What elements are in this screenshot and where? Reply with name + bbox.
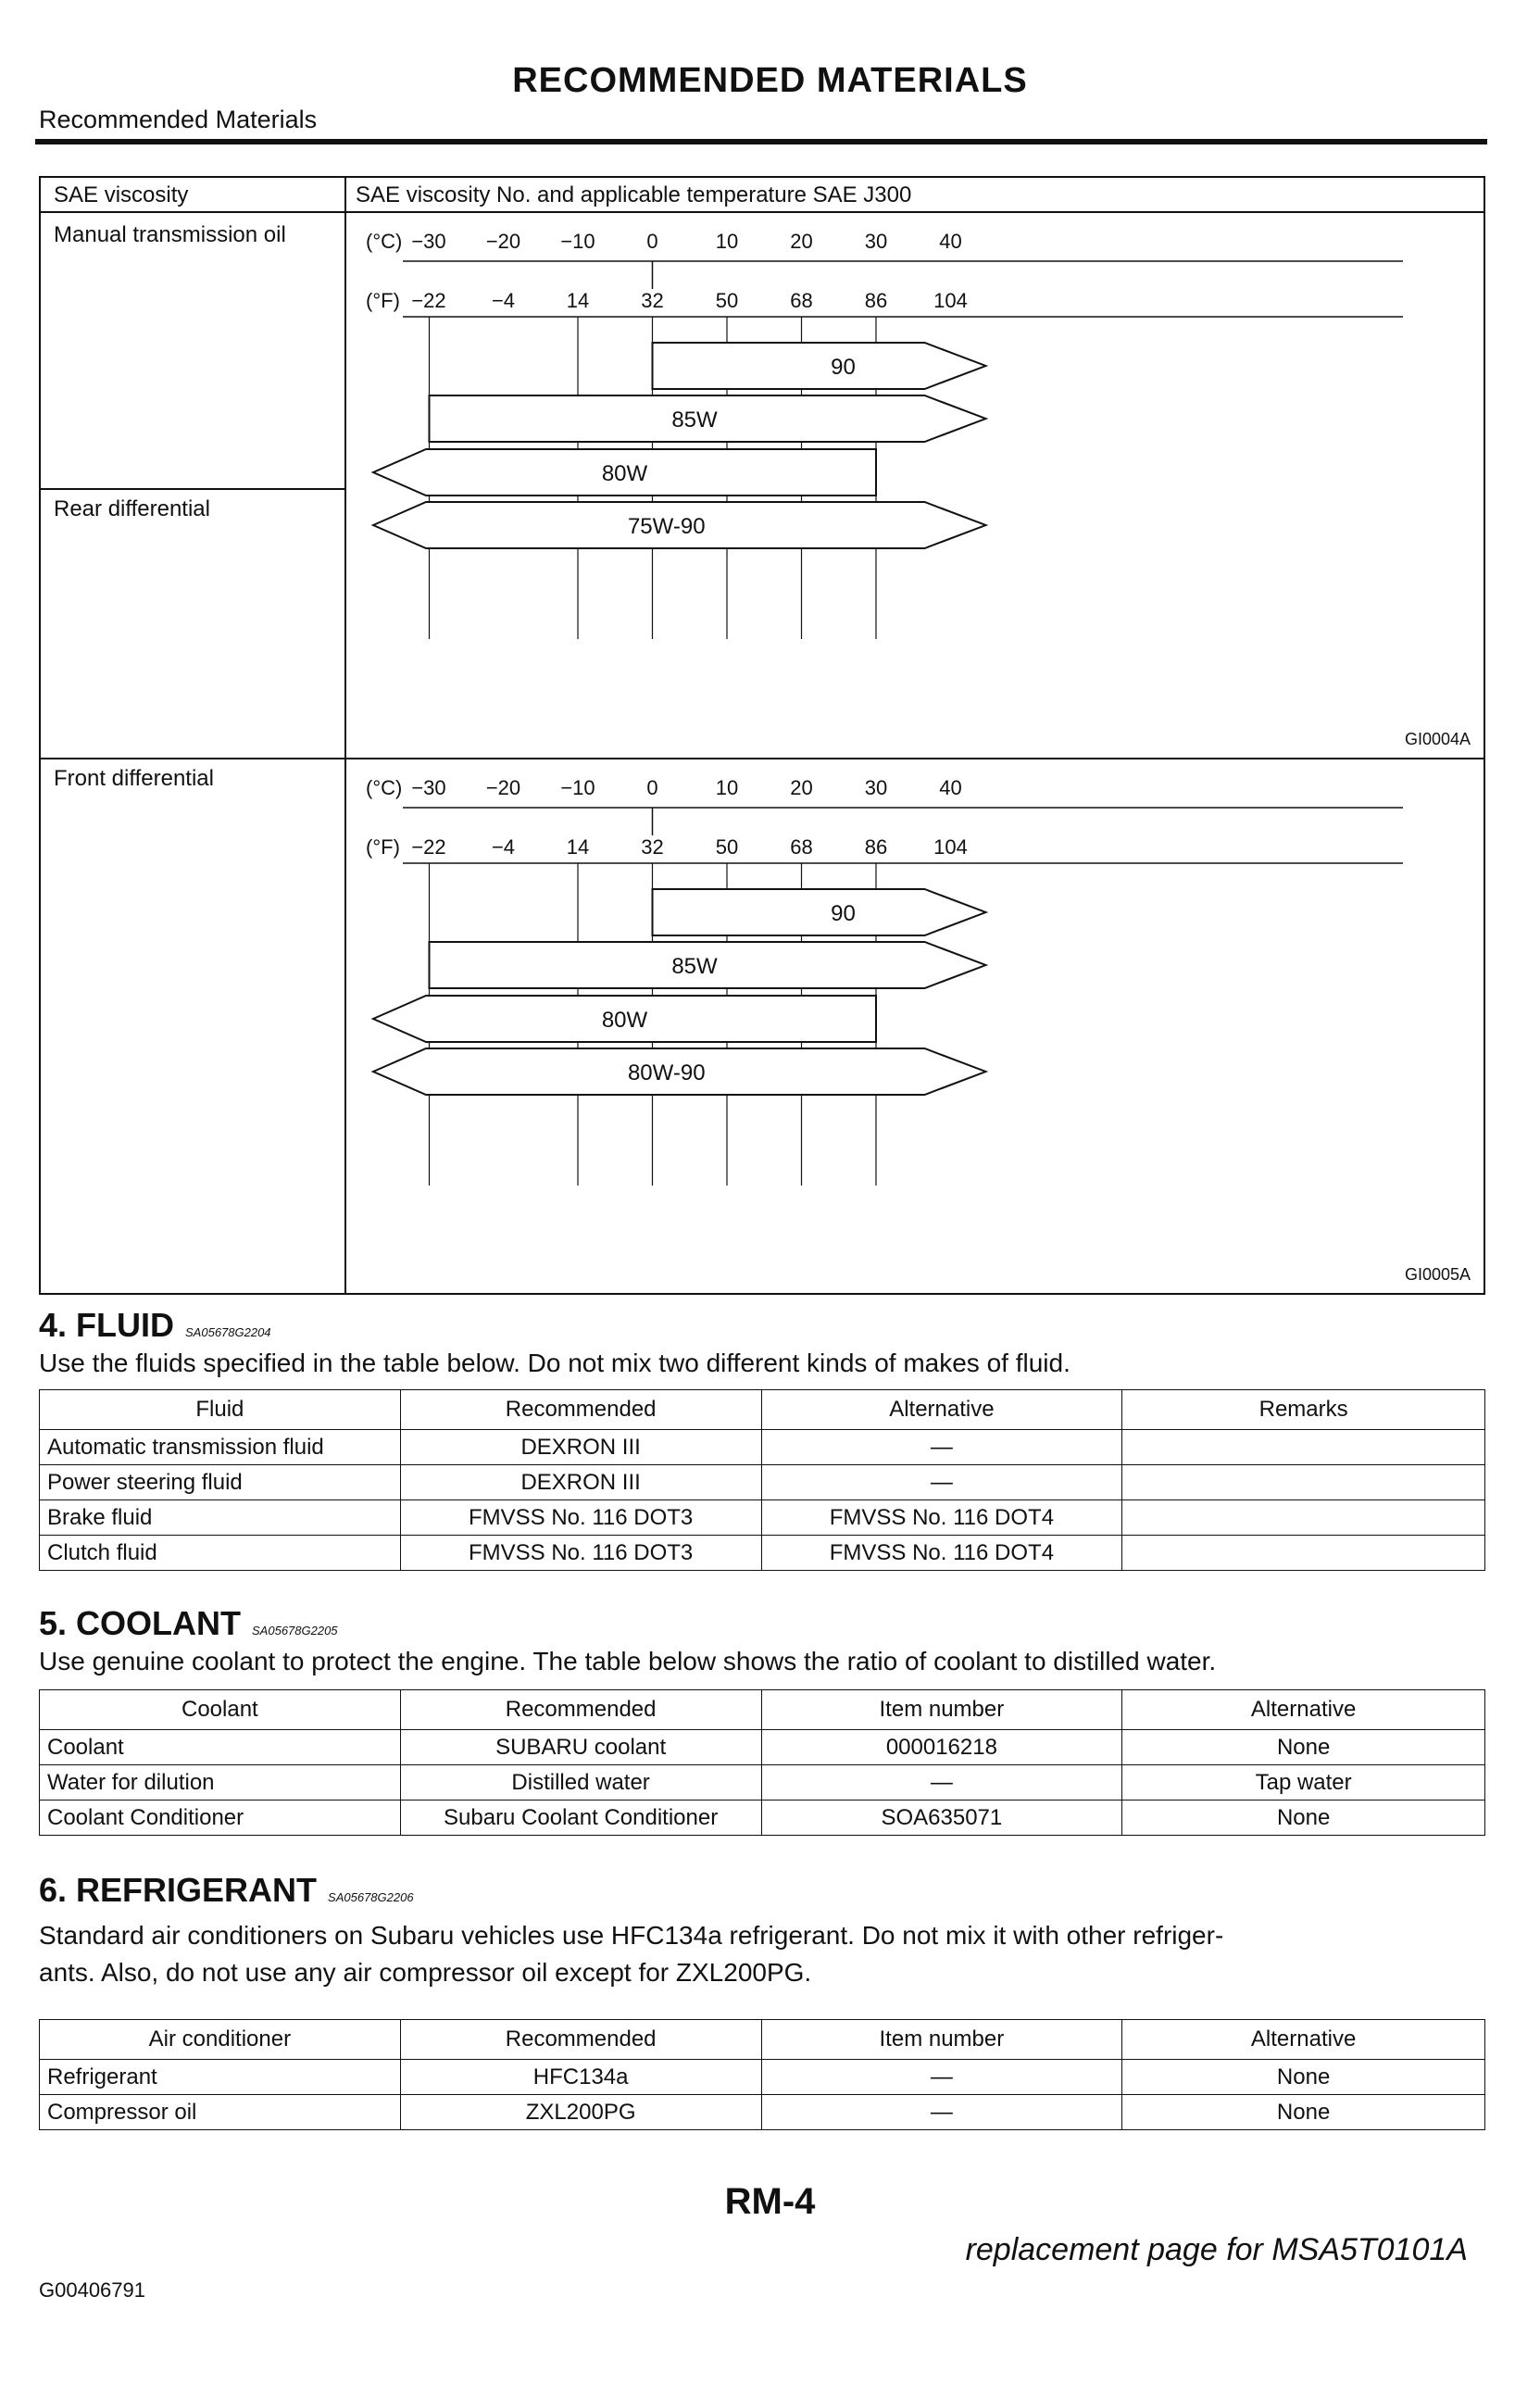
table-row: [40, 1536, 1485, 1571]
refrigerant-code: SA05678G2206: [328, 1890, 414, 1904]
table-cell: Power steering fluid: [40, 1465, 401, 1500]
table-cell: SOA635071: [761, 1801, 1122, 1836]
celsius-tick-label: −20: [485, 776, 521, 799]
fahrenheit-tick-label: −4: [491, 835, 516, 859]
fahrenheit-tick-label: 32: [641, 289, 664, 312]
table-row: [40, 1465, 1485, 1500]
celsius-unit-label: (°C): [366, 776, 403, 799]
table-header-cell: Recommended: [400, 1690, 761, 1730]
row-divider: [41, 488, 346, 490]
table-cell: DEXRON III: [400, 1430, 761, 1465]
celsius-tick-label: 40: [939, 776, 962, 799]
fahrenheit-unit-label: (°F): [366, 835, 400, 859]
celsius-tick-label: 10: [715, 776, 739, 799]
fahrenheit-tick-label: −22: [411, 289, 446, 312]
fahrenheit-tick-label: 32: [641, 835, 664, 859]
celsius-tick-label: 0: [646, 230, 658, 253]
table-cell: ZXL200PG: [400, 2095, 761, 2130]
table-cell: Clutch fluid: [40, 1536, 401, 1571]
fahrenheit-tick-label: 104: [933, 289, 968, 312]
table-cell: Distilled water: [400, 1765, 761, 1801]
column-divider: [344, 178, 346, 1293]
fahrenheit-tick-label: 50: [715, 289, 739, 312]
table-header-cell: Fluid: [40, 1390, 401, 1430]
table-header-cell: Recommended: [400, 1390, 761, 1430]
col-header-sae-viscosity: SAE viscosity: [54, 182, 189, 207]
refrigerant-section-heading: [39, 1871, 414, 1910]
table-cell: 000016218: [761, 1730, 1122, 1765]
table-header-cell: Recommended: [400, 2020, 761, 2060]
table-cell: [1122, 1465, 1485, 1500]
refrigerant-table: [39, 2019, 1485, 2130]
table-cell: Refrigerant: [40, 2060, 401, 2095]
table-row: [40, 1430, 1485, 1465]
coolant-intro: Use genuine coolant to protect the engine. The table below shows the ratio of coolant to distilled water.: [39, 1647, 1217, 1675]
fluid-table: [39, 1389, 1485, 1571]
celsius-tick-label: 30: [864, 776, 888, 799]
replacement-note: replacement page for MSA5T0101A: [965, 2232, 1468, 2267]
table-header-row: [40, 1390, 1485, 1430]
celsius-unit-label: (°C): [366, 230, 403, 253]
coolant-table: [39, 1689, 1485, 1836]
coolant-code: SA05678G2205: [252, 1624, 338, 1637]
table-cell: FMVSS No. 116 DOT3: [400, 1500, 761, 1536]
table-row: [40, 1500, 1485, 1536]
coolant-title: 5. COOLANT: [39, 1604, 242, 1642]
table-header-cell: Alternative: [761, 1390, 1122, 1430]
refrigerant-intro-line1: Standard air conditioners on Subaru vehicles use HFC134a refrigerant. Do not mix it with other refriger-: [39, 1921, 1224, 1950]
fahrenheit-tick-label: −22: [411, 835, 446, 859]
fluid-section-heading: [39, 1306, 271, 1345]
table-row: [40, 2095, 1485, 2130]
celsius-tick-label: −10: [560, 776, 595, 799]
fahrenheit-tick-label: 14: [566, 289, 590, 312]
fahrenheit-unit-label: (°F): [366, 289, 400, 312]
table-header-cell: Remarks: [1122, 1390, 1485, 1430]
figure-code-gi0004a: GI0004A: [1404, 730, 1471, 748]
figure-code-gi0005a: GI0005A: [1404, 1265, 1471, 1284]
fahrenheit-tick-label: 68: [790, 835, 813, 859]
grade-label: 85W: [671, 954, 718, 979]
grade-label: 80W: [601, 461, 648, 486]
coolant-section-heading: [39, 1604, 338, 1643]
grade-label: 80W: [601, 1008, 648, 1033]
celsius-tick-label: 10: [715, 230, 739, 253]
fluid-code: SA05678G2204: [185, 1325, 271, 1339]
table-cell: Coolant: [40, 1730, 401, 1765]
table-header-cell: Item number: [761, 2020, 1122, 2060]
celsius-tick-label: −20: [485, 230, 521, 253]
header-rule: [35, 139, 1487, 144]
table-header-cell: Alternative: [1122, 1690, 1485, 1730]
table-cell: Automatic transmission fluid: [40, 1430, 401, 1465]
row-label-manual-transmission: Manual transmission oil: [54, 222, 286, 247]
table-cell: Water for dilution: [40, 1765, 401, 1801]
celsius-tick-label: −30: [411, 776, 446, 799]
fahrenheit-tick-label: 104: [933, 835, 968, 859]
celsius-tick-label: 30: [864, 230, 888, 253]
table-cell: Subaru Coolant Conditioner: [400, 1801, 761, 1836]
table-cell: [1122, 1430, 1485, 1465]
document-code: G00406791: [39, 2278, 145, 2302]
table-cell: —: [761, 2060, 1122, 2095]
viscosity-table: [39, 176, 1485, 1295]
table-cell: [1122, 1500, 1485, 1536]
viscosity-chart-1: [347, 213, 1483, 732]
celsius-tick-label: 20: [790, 230, 813, 253]
table-cell: None: [1122, 2095, 1485, 2130]
table-cell: [1122, 1536, 1485, 1571]
table-row: [40, 1801, 1485, 1836]
table-cell: FMVSS No. 116 DOT3: [400, 1536, 761, 1571]
section-header: Recommended Materials: [39, 106, 318, 133]
row-label-front-differential: Front differential: [54, 766, 214, 791]
celsius-tick-label: 40: [939, 230, 962, 253]
celsius-tick-label: 0: [646, 776, 658, 799]
fahrenheit-tick-label: 68: [790, 289, 813, 312]
viscosity-chart-2: [347, 759, 1483, 1278]
page-title: RECOMMENDED MATERIALS: [512, 61, 1028, 100]
col-header-sae-j300: SAE viscosity No. and applicable temperature SAE J300: [356, 182, 912, 207]
table-cell: Coolant Conditioner: [40, 1801, 401, 1836]
grade-label: 75W-90: [627, 514, 706, 539]
table-cell: Compressor oil: [40, 2095, 401, 2130]
table-cell: None: [1122, 2060, 1485, 2095]
table-cell: Tap water: [1122, 1765, 1485, 1801]
fluid-title: 4. FLUID: [39, 1306, 175, 1344]
table-row: [40, 2060, 1485, 2095]
fahrenheit-tick-label: 86: [864, 835, 888, 859]
grade-bar: [653, 343, 986, 389]
table-header-cell: Coolant: [40, 1690, 401, 1730]
table-cell: DEXRON III: [400, 1465, 761, 1500]
table-cell: FMVSS No. 116 DOT4: [761, 1500, 1122, 1536]
table-cell: —: [761, 1430, 1122, 1465]
table-cell: FMVSS No. 116 DOT4: [761, 1536, 1122, 1571]
fahrenheit-tick-label: −4: [491, 289, 516, 312]
table-cell: —: [761, 1765, 1122, 1801]
table-cell: HFC134a: [400, 2060, 761, 2095]
grade-label: 90: [831, 901, 856, 926]
page-number: RM-4: [724, 2181, 816, 2222]
table-header-row: [40, 2020, 1485, 2060]
table-cell: —: [761, 1465, 1122, 1500]
fahrenheit-tick-label: 86: [864, 289, 888, 312]
table-row: [40, 1730, 1485, 1765]
table-header-cell: Item number: [761, 1690, 1122, 1730]
table-header-cell: Alternative: [1122, 2020, 1485, 2060]
table-cell: Brake fluid: [40, 1500, 401, 1536]
table-cell: —: [761, 2095, 1122, 2130]
grade-label: 90: [831, 355, 856, 380]
celsius-tick-label: 20: [790, 776, 813, 799]
celsius-tick-label: −30: [411, 230, 446, 253]
table-cell: SUBARU coolant: [400, 1730, 761, 1765]
table-header-row: [40, 1690, 1485, 1730]
grade-bar: [653, 889, 986, 935]
grade-label: 80W-90: [627, 1060, 706, 1085]
grade-label: 85W: [671, 408, 718, 433]
row-label-rear-differential: Rear differential: [54, 496, 210, 521]
table-row: [40, 1765, 1485, 1801]
celsius-tick-label: −10: [560, 230, 595, 253]
table-cell: None: [1122, 1730, 1485, 1765]
fahrenheit-tick-label: 14: [566, 835, 590, 859]
fluid-intro: Use the fluids specified in the table below. Do not mix two different kinds of makes of fluid.: [39, 1349, 1070, 1377]
refrigerant-intro-line2: ants. Also, do not use any air compressor oil except for ZXL200PG.: [39, 1958, 812, 1987]
refrigerant-title: 6. REFRIGERANT: [39, 1871, 318, 1909]
fahrenheit-tick-label: 50: [715, 835, 739, 859]
table-header-cell: Air conditioner: [40, 2020, 401, 2060]
table-cell: None: [1122, 1801, 1485, 1836]
